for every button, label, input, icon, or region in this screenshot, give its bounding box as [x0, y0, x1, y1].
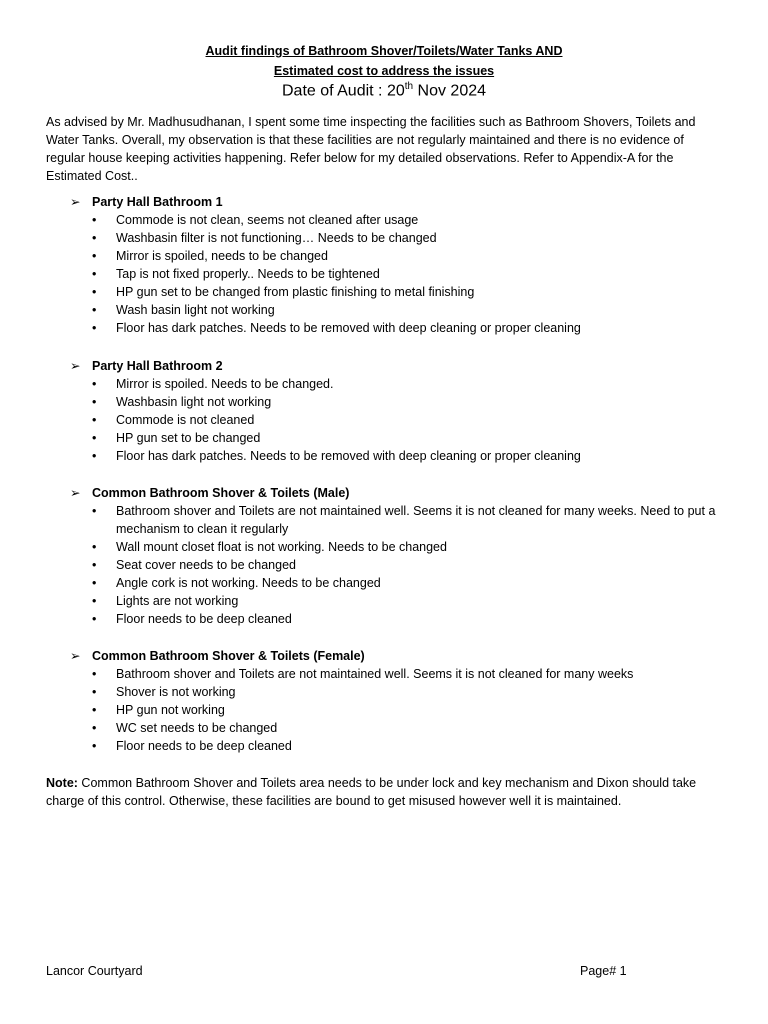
round-bullet-icon: • — [92, 413, 97, 427]
list-item-text: Tap is not fixed properly.. Needs to be tightened — [116, 267, 380, 281]
list-item-text: Wash basin light not working — [116, 303, 275, 317]
list-item — [46, 247, 726, 265]
findings-list — [46, 502, 726, 628]
list-item-text: Floor has dark patches. Needs to be removed with deep cleaning or proper cleaning — [116, 321, 581, 335]
list-item — [46, 574, 726, 592]
section-title: Common Bathroom Shover & Toilets (Female) — [92, 649, 365, 663]
audit-date-suffix: Nov 2024 — [413, 82, 487, 100]
document-title-line2: Estimated cost to address the issues — [273, 64, 495, 78]
list-item — [46, 393, 726, 411]
round-bullet-icon: • — [92, 213, 97, 227]
list-item — [46, 556, 726, 574]
list-item-text: Seat cover needs to be changed — [116, 558, 296, 572]
round-bullet-icon: • — [92, 739, 97, 753]
list-item — [46, 283, 726, 301]
section-party-hall-bathroom-1 — [46, 193, 726, 337]
round-bullet-icon: • — [92, 449, 97, 463]
section-common-bathroom-female — [46, 647, 726, 755]
list-item-text: Commode is not cleaned — [116, 413, 255, 427]
round-bullet-icon: • — [92, 231, 97, 245]
list-item — [46, 538, 726, 556]
list-item-text: Floor needs to be deep cleaned — [116, 739, 292, 753]
list-item-text: Bathroom shover and Toilets are not maintained well. Seems it is not cleaned for many weeks — [116, 667, 634, 681]
audit-date-ordinal: th — [404, 81, 414, 92]
round-bullet-icon: • — [92, 667, 97, 681]
list-item — [46, 229, 726, 247]
list-item-text: Wall mount closet float is not working. Needs to be changed — [116, 540, 447, 554]
list-item-text: Bathroom shover and Toilets are not maintained well. Seems it is not cleaned for many weeks. Need to put a mechanism to clean it regularly — [116, 504, 716, 536]
section-heading — [46, 484, 726, 502]
footer-company: Lancor Courtyard — [46, 964, 143, 978]
list-item-text: Mirror is spoiled, needs to be changed — [116, 249, 328, 263]
list-item-text: Washbasin filter is not functioning… Needs to be changed — [116, 231, 437, 245]
list-item — [46, 737, 726, 755]
round-bullet-icon: • — [92, 540, 97, 554]
note-paragraph — [46, 774, 726, 810]
audit-date-prefix: Date of Audit : 20 — [281, 82, 405, 100]
round-bullet-icon: • — [92, 321, 97, 335]
round-bullet-icon: • — [92, 285, 97, 299]
arrowhead-bullet-icon: ➢ — [70, 486, 81, 500]
list-item — [46, 411, 726, 429]
round-bullet-icon: • — [92, 721, 97, 735]
round-bullet-icon: • — [92, 594, 97, 608]
note-text: Common Bathroom Shover and Toilets area needs to be under lock and key mechanism and Dixon should take charge of this control. Otherwise, these facilities are bound to get misused however well it is maintained. — [46, 776, 697, 808]
round-bullet-icon: • — [92, 431, 97, 445]
round-bullet-icon: • — [92, 703, 97, 717]
list-item — [46, 429, 726, 447]
list-item-text: Lights are not working — [116, 594, 239, 608]
round-bullet-icon: • — [92, 612, 97, 626]
list-item — [46, 319, 726, 337]
list-item-text: Floor needs to be deep cleaned — [116, 612, 292, 626]
list-item — [46, 502, 726, 538]
footer-page-number: Page# 1 — [580, 964, 627, 978]
round-bullet-icon: • — [92, 377, 97, 391]
list-item-text: Shover is not working — [116, 685, 236, 699]
document-title-line1: Audit findings of Bathroom Shover/Toilets/Water Tanks AND — [205, 44, 563, 58]
round-bullet-icon: • — [92, 249, 97, 263]
round-bullet-icon: • — [92, 395, 97, 409]
list-item — [46, 375, 726, 393]
list-item — [46, 447, 726, 465]
round-bullet-icon: • — [92, 303, 97, 317]
list-item — [46, 592, 726, 610]
list-item-text: Washbasin light not working — [116, 395, 272, 409]
round-bullet-icon: • — [92, 504, 97, 518]
round-bullet-icon: • — [92, 685, 97, 699]
list-item — [46, 719, 726, 737]
round-bullet-icon: • — [92, 558, 97, 572]
list-item-text: WC set needs to be changed — [116, 721, 278, 735]
list-item-text: HP gun set to be changed from plastic finishing to metal finishing — [116, 285, 475, 299]
arrowhead-bullet-icon: ➢ — [70, 195, 81, 209]
section-heading — [46, 357, 726, 375]
list-item-text: Commode is not clean, seems not cleaned after usage — [116, 213, 419, 227]
round-bullet-icon: • — [92, 576, 97, 590]
section-title: Common Bathroom Shover & Toilets (Male) — [92, 486, 350, 500]
section-common-bathroom-male — [46, 484, 726, 628]
list-item — [46, 265, 726, 283]
note-label: Note: — [46, 776, 78, 790]
list-item-text: HP gun not working — [116, 703, 225, 717]
list-item — [46, 701, 726, 719]
arrowhead-bullet-icon: ➢ — [70, 649, 81, 663]
list-item — [46, 610, 726, 628]
list-item — [46, 665, 726, 683]
round-bullet-icon: • — [92, 267, 97, 281]
section-title: Party Hall Bathroom 2 — [92, 359, 223, 373]
list-item — [46, 301, 726, 319]
section-title: Party Hall Bathroom 1 — [92, 195, 223, 209]
section-party-hall-bathroom-2 — [46, 357, 726, 465]
list-item — [46, 683, 726, 701]
list-item-text: Floor has dark patches. Needs to be removed with deep cleaning or proper cleaning — [116, 449, 581, 463]
list-item-text: HP gun set to be changed — [116, 431, 261, 445]
list-item-text: Mirror is spoiled. Needs to be changed. — [116, 377, 334, 391]
findings-list — [46, 375, 726, 465]
list-item-text: Angle cork is not working. Needs to be changed — [116, 576, 381, 590]
intro-paragraph: As advised by Mr. Madhusudhanan, I spent some time inspecting the facilities such as Bathroom Shovers, Toilets and Water Tanks. Overall, my observation is that these facilities are not regularly maintained and there is no evidence of regular house keeping activities happening. Refer below for my detailed observations. Refer to Appendix-A for the Estimated Cost.. — [46, 115, 696, 183]
section-heading — [46, 193, 726, 211]
list-item — [46, 211, 726, 229]
findings-list — [46, 211, 726, 337]
arrowhead-bullet-icon: ➢ — [70, 359, 81, 373]
findings-list — [46, 665, 726, 755]
audit-date — [0, 81, 768, 100]
section-heading — [46, 647, 726, 665]
